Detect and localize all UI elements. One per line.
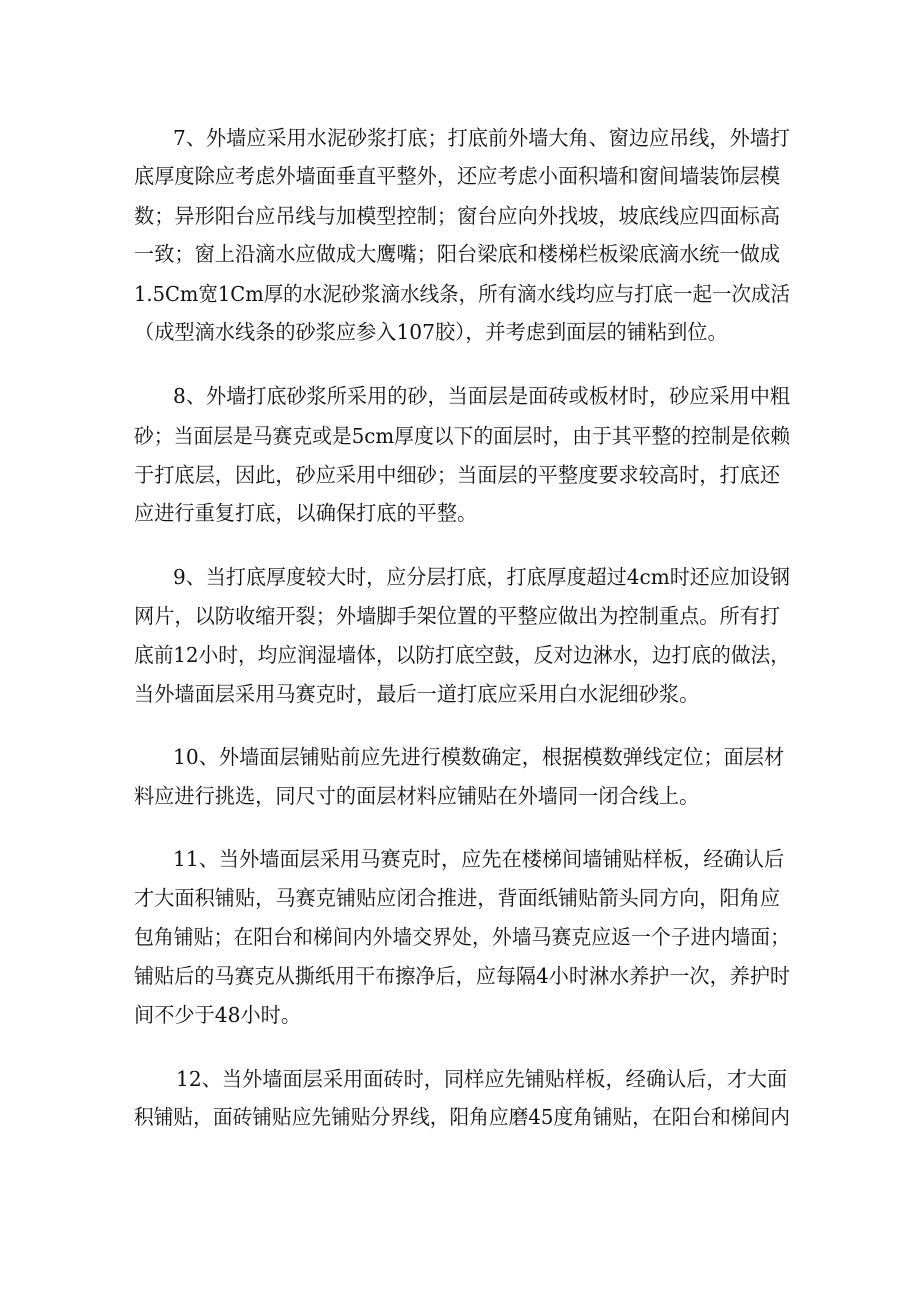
paragraph-11-line-1: 11、当外墙面层采用马赛克时，应先在楼梯间墙铺贴样板，经确认后 — [173, 847, 785, 871]
paragraph-12-line-1: 12、当外墙面层采用面砖时，同样应先铺贴样板，经确认后，才大面 — [176, 1067, 788, 1091]
paragraph-7-line-4: 一致；窗上沿滴水应做成大鹰嘴；阳台梁底和楼梯栏板梁底滴水统一做成 — [134, 242, 781, 266]
paragraph-8-line-2: 砂；当面层是马赛克或是5cm厚度以下的面层时，由于其平整的控制是依赖 — [134, 424, 790, 448]
paragraph-10-line-2: 料应进行挑选，同尺寸的面层材料应铺贴在外墙同一闭合线上。 — [134, 784, 700, 808]
paragraph-9-line-4: 当外墙面层采用马赛克时，最后一道打底应采用白水泥细砂浆。 — [134, 682, 700, 706]
paragraph-7-line-6: （成型滴水线条的砂浆应参入107胶），并考虑到面层的铺粘到位。 — [134, 320, 728, 344]
paragraph-11-line-5: 间不少于48小时。 — [134, 1003, 302, 1027]
paragraph-9-line-3: 底前12小时，均应润湿墙体，以防打底空鼓，反对边淋水，边打底的做法， — [134, 643, 790, 667]
paragraph-12-line-2: 积铺贴，面砖铺贴应先铺贴分界线，阳角应磨45度角铺贴，在阳台和梯间内 — [134, 1105, 790, 1129]
paragraph-8-line-4: 应进行重复打底，以确保打底的平整。 — [134, 501, 478, 525]
paragraph-9-line-1: 9、当打底厚度较大时，应分层打底，打底厚度超过4cm时还应加设钢 — [173, 565, 790, 589]
paragraph-9-line-2: 网片，以防收缩开裂；外墙脚手架位置的平整应做出为控制重点。所有打 — [134, 604, 781, 628]
paragraph-11-line-3: 包角铺贴；在阳台和梯间内外墙交界处，外墙马赛克应返一个子进内墙面； — [134, 925, 791, 949]
paragraph-8-line-1: 8、外墙打底砂浆所采用的砂，当面层是面砖或板材时，砂应采用中粗 — [173, 384, 790, 408]
paragraph-7-line-1: 7、外墙应采用水泥砂浆打底；打底前外墙大角、窗边应吊线，外墙打 — [173, 126, 790, 150]
paragraph-11-line-4: 铺贴后的马赛克从撕纸用干布擦净后，应每隔4小时淋水养护一次，养护时 — [134, 964, 791, 988]
paragraph-8-line-3: 于打底层，因此，砂应采用中细砂；当面层的平整度要求较高时，打底还 — [134, 463, 781, 487]
paragraph-11-line-2: 才大面积铺贴，马赛克铺贴应闭合推进，背面纸铺贴箭头同方向，阳角应 — [134, 886, 781, 910]
paragraph-7-line-2: 底厚度除应考虑外墙面垂直平整外，还应考虑小面积墙和窗间墙装饰层模 — [134, 164, 781, 188]
paragraph-7-line-3: 数；异形阳台应吊线与加模型控制；窗台应向外找坡，坡底线应四面标高 — [134, 204, 781, 228]
paragraph-10-line-1: 10、外墙面层铺贴前应先进行模数确定，根据模数弹线定位；面层材 — [173, 745, 785, 769]
paragraph-7-line-5: 1.5Cm宽1Cm厚的水泥砂浆滴水线条，所有滴水线均应与打底一起一次成活 — [134, 282, 791, 306]
